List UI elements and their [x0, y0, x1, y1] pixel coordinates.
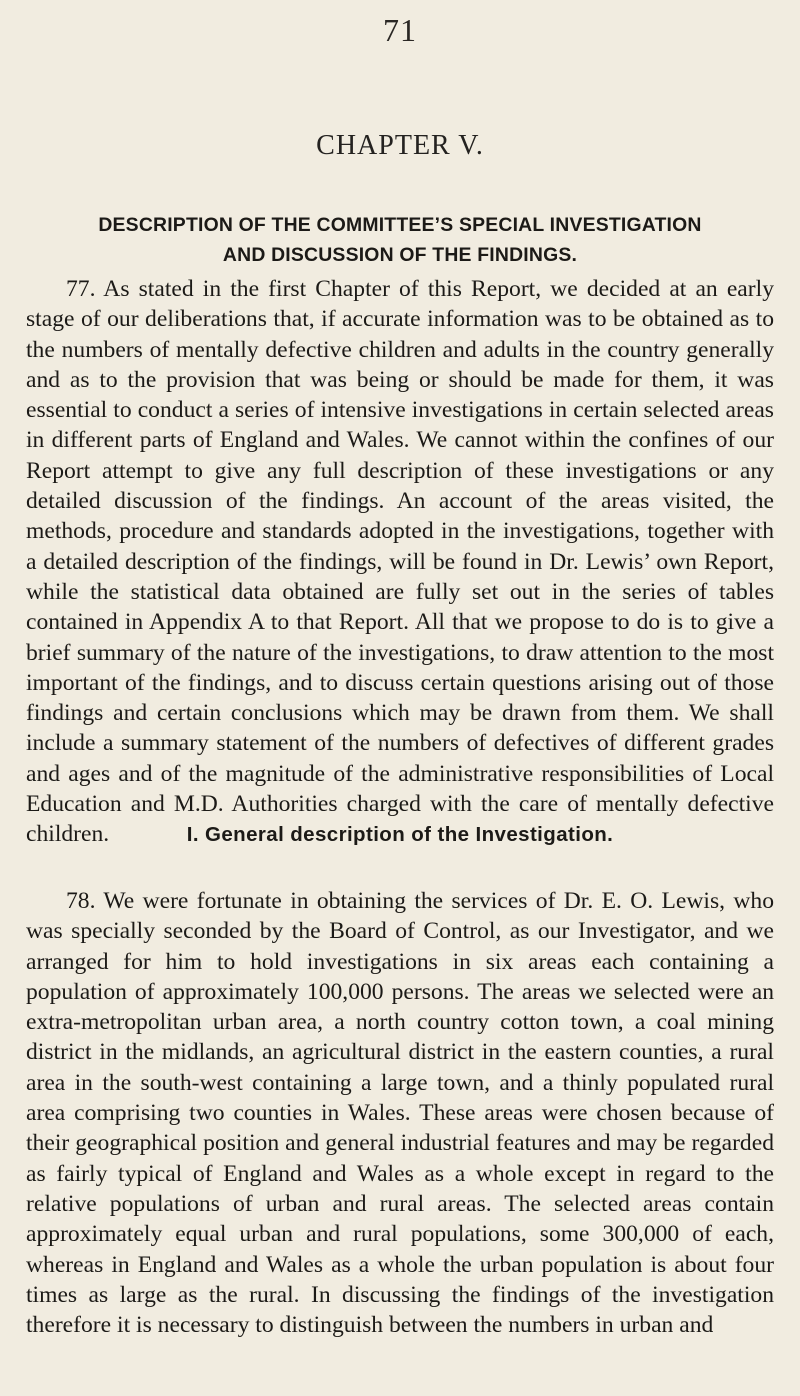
chapter-heading: CHAPTER V.: [316, 130, 484, 161]
paragraph-77: 77. As stated in the first Chapter of this Report, we decided at an early stage of our deliberations that, if accurate information was to be obtained as to the numbers of mentally defective children and adults in the country generally and as to the provision that was being or should be made for them, it was essential to conduct a series of intensive investigations in certain selected areas in different parts of England and Wales. We cannot within the confines of our Report attempt to give any full description of these investigations or any detailed discussion of the findings. An account of the areas visited, the methods, procedure and standards adopted in the investigations, together with a detailed description of the findings, will be found in Dr. Lewis’ own Report, while the statistical data obtained are fully set out in the series of tables contained in Appendix A to that Report. All that we propose to do is to give a brief summary of the nature of the investigations, to draw attention to the most important of the findings, and to discuss certain questions arising out of those findings and certain conclusions which may be drawn from them. We shall include a summary statement of the numbers of defectives of different grades and ages and of the magnitude of the administrative responsibilities of Local Education and M.D. Authorities charged with the care of mentally defective children.: [26, 276, 774, 848]
section-title: [30, 210, 770, 270]
subheading-general-description: I. General description of the Investigation.: [186, 823, 614, 846]
section-title-line-1: DESCRIPTION OF THE COMMITTEE’S SPECIAL INVESTIGATION: [98, 214, 702, 236]
section-title-line-2: AND DISCUSSION OF THE FINDINGS.: [222, 244, 578, 266]
page-number: 71: [383, 12, 417, 48]
paragraph-78: 78. We were fortunate in obtaining the services of Dr. E. O. Lewis, who was specially seconded by the Board of Control, as our Investigator, and we arranged for him to hold investigations in six areas each containing a population of approximately 100,000 persons. The areas we selected were an extra-metropolitan urban area, a north country cotton town, a coal mining district in the midlands, an agricultural district in the eastern counties, a rural area in the south-west containing a large town, and a thinly populated rural area comprising two counties in Wales. These areas were chosen because of their geographical position and general industrial features and may be regarded as fairly typical of England and Wales as a whole except in regard to the relative populations of urban and rural areas. The selected areas contain approximately equal urban and rural populations, some 300,000 of each, whereas in England and Wales as a whole the urban population is about four times as large as the rural. In discussing the findings of the investigation therefore it is necessary to distinguish between the numbers in urban and: [26, 888, 774, 1339]
